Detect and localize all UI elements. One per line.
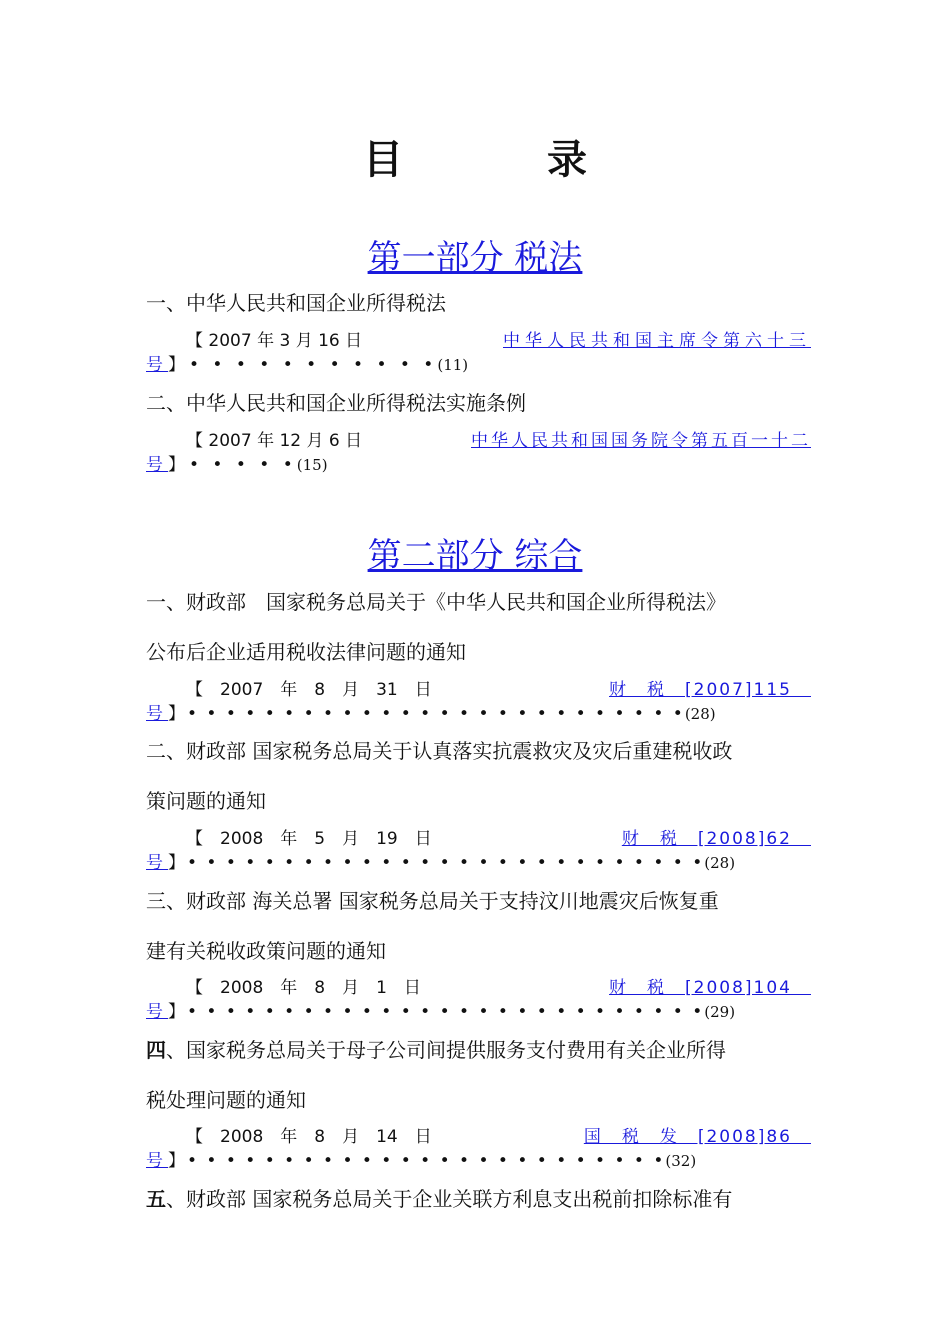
entry-title-cont: 公布后企业适用税收法律问题的通知 xyxy=(146,640,466,664)
entry-meta xyxy=(146,973,811,998)
page-number: (11) xyxy=(437,356,469,374)
entry-title-cont: 税处理问题的通知 xyxy=(146,1088,306,1112)
entry-title: 一、财政部 国家税务总局关于《中华人民共和国企业所得税法》 xyxy=(146,590,726,614)
entry-page-line xyxy=(146,450,811,475)
entry-title-cont: 策问题的通知 xyxy=(146,789,266,813)
document-link-end[interactable]: 号 xyxy=(146,355,168,375)
section-heading-part1[interactable]: 第一部分 税法 xyxy=(367,238,583,278)
leader-dots: 】• • • • • • • • • • • xyxy=(168,355,438,375)
entry-date: 【 2008 年 8 月 1 日 xyxy=(186,978,421,998)
entry-title-cont: 建有关税收政策问题的通知 xyxy=(146,939,386,963)
page-number: (29) xyxy=(704,1003,736,1021)
entry-page-line xyxy=(146,997,811,1022)
entry-meta xyxy=(146,426,811,451)
entry-page-line xyxy=(146,350,811,375)
page-number: (32) xyxy=(665,1152,697,1170)
leader-dots: 】• • • • • xyxy=(168,455,297,475)
entry-date: 【 2007 年 8 月 31 日 xyxy=(186,680,432,700)
entry-page-line xyxy=(146,848,811,873)
entry-title: 一、中华人民共和国企业所得税法 xyxy=(146,291,446,315)
leader-dots: 】• • • • • • • • • • • • • • • • • • • • • • • • • • • xyxy=(168,1002,705,1022)
entry-title-text: 、国家税务总局关于母子公司间提供服务支付费用有关企业所得 xyxy=(166,1038,726,1062)
entry-meta xyxy=(146,824,811,849)
page-number: (15) xyxy=(296,456,328,474)
leader-dots: 】• • • • • • • • • • • • • • • • • • • • • • • • • • xyxy=(168,704,685,724)
document-link[interactable]: 中华人民共和国主席令第六十三 xyxy=(503,331,811,351)
document-link-end[interactable]: 号 xyxy=(146,1151,168,1171)
document-link[interactable]: 财 税 [2007]115 xyxy=(609,680,811,700)
document-link[interactable]: 国 税 发 [2008]86 xyxy=(583,1127,811,1147)
page-number: (28) xyxy=(704,854,736,872)
entry-page-line xyxy=(146,1146,811,1171)
document-link[interactable]: 财 税 [2008]62 xyxy=(621,829,811,849)
entry-page-line xyxy=(146,699,811,724)
entry-title: 三、财政部 海关总署 国家税务总局关于支持汶川地震灾后恢复重 xyxy=(146,889,719,913)
entry-number: 五 xyxy=(146,1187,166,1211)
document-link-end[interactable]: 号 xyxy=(146,1002,168,1022)
entry-title: 二、财政部 国家税务总局关于认真落实抗震救灾及灾后重建税收政 xyxy=(146,739,733,763)
entry-date: 【 2007 年 12 月 6 日 xyxy=(186,431,363,451)
entry-title: 二、中华人民共和国企业所得税法实施条例 xyxy=(146,391,526,415)
entry-date: 【 2007 年 3 月 16 日 xyxy=(186,331,363,351)
leader-dots: 】• • • • • • • • • • • • • • • • • • • • • • • • • xyxy=(168,1151,666,1171)
document-link-end[interactable]: 号 xyxy=(146,455,168,475)
entry-meta xyxy=(146,675,811,700)
entry-number: 四 xyxy=(146,1038,166,1062)
page-title: 目 录 xyxy=(363,137,639,183)
document-link-end[interactable]: 号 xyxy=(146,853,168,873)
page-number: (28) xyxy=(684,705,716,723)
entry-title-text: 、财政部 国家税务总局关于企业关联方利息支出税前扣除标准有 xyxy=(166,1187,733,1211)
entry-meta xyxy=(146,1122,811,1147)
document-link-end[interactable]: 号 xyxy=(146,704,168,724)
document-link[interactable]: 财 税 [2008]104 xyxy=(609,978,811,998)
entry-date: 【 2008 年 8 月 14 日 xyxy=(186,1127,432,1147)
document-link[interactable]: 中华人民共和国国务院令第五百一十二 xyxy=(471,431,811,451)
entry-title xyxy=(146,1183,816,1212)
entry-title xyxy=(146,1034,816,1063)
leader-dots: 】• • • • • • • • • • • • • • • • • • • • • • • • • • • xyxy=(168,853,705,873)
entry-meta xyxy=(146,326,811,351)
section-heading-part2[interactable]: 第二部分 综合 xyxy=(367,536,583,576)
entry-date: 【 2008 年 5 月 19 日 xyxy=(186,829,432,849)
